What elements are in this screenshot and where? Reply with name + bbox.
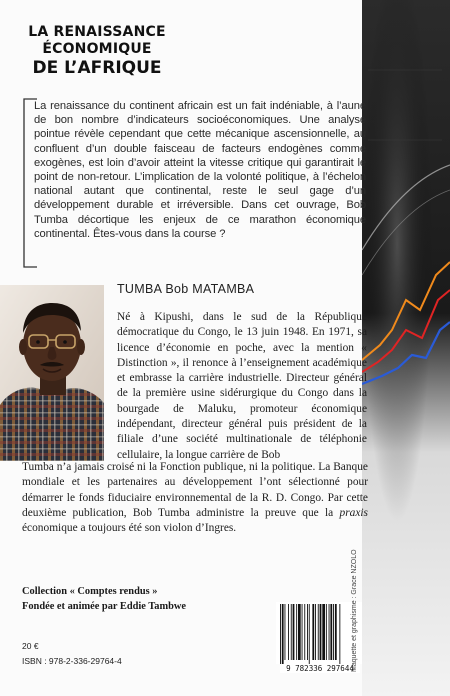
author-photo [0,285,104,461]
barcode-bar [280,604,281,664]
barcode-bar [320,604,322,660]
barcode-bar [309,604,310,664]
collection-founder: Fondée et animée par Eddie Tambwe [22,601,187,612]
barcode-bar [335,604,337,660]
title-line-2: ÉCONOMIQUE [42,41,152,57]
barcode-bar [293,604,295,660]
barcode-number: 9 782336 297644 [280,664,360,673]
barcode-bar [322,604,325,660]
barcode-bar [339,604,340,664]
barcode-bar [296,604,297,660]
isbn: ISBN : 978-2-336-29764-4 [22,656,122,666]
collection-name: Collection « Comptes rendus » [22,586,158,597]
barcode-bar [315,604,316,660]
bio-praxis-word: praxis [339,506,368,519]
barcode-bar [307,604,308,660]
barcode-bar [298,604,301,660]
bio-text-lower: Tumba n’a jamais croisé ni la Fonction publique, ni la politique. La Banque mondiale et les partenaires au développement l’ont sélectionné pour démarrer le fonds fiduciaire environnemental de la R. D. Congo. Par cette deuxième publication, Bob Tumba administre la preuve que la [22,461,368,519]
barcode-icon [276,602,362,664]
barcode-bar [304,604,305,660]
author-bio-lower [22,460,368,536]
price: 20 € [22,641,39,651]
barcode-bar [302,604,303,660]
barcode-bar [329,604,330,660]
decorative-graphic [362,0,450,696]
bio-text-upper: Né à Kipushi, dans le sud de la République démocratique du Congo, le 13 juin 1948. En 1971, sa licence d’économie en poche, avec la mention « Distinction », il renonce à l’enseignement académique et embrasse la carrière industrielle. Directeur général de la première usine sidérurgique du Congo dans la bourgade de Maluku, promoteur économique indépendant, directeur général puis président de la filiale d’une société multinationale de téléphonie cellulaire, la longue carrière de Bob [117,311,367,461]
barcode-bar [285,604,286,660]
author-name: TUMBA Bob MATAMBA [117,282,255,296]
barcode-bar [318,604,319,660]
title-line-1: LA RENAISSANCE [28,24,166,40]
design-credit: Maquette et graphisme : Grace NZOLO [351,549,358,672]
author-portrait-icon [0,285,104,461]
book-title [22,24,172,79]
barcode-bar [288,604,289,660]
bio-text-end: économique a toujours été son violon d’Ingres. [22,522,237,535]
barcode-bar [333,604,334,660]
barcode-bar [326,604,327,660]
title-line-3: DE L’AFRIQUE [32,58,162,78]
barcode-bar [312,604,314,660]
barcode-bar [330,604,332,660]
barcode-bar [282,604,284,664]
author-bio-upper [117,310,367,463]
barcode-bar [291,604,292,660]
decorative-side-panel [362,0,450,696]
summary-paragraph: La renaissance du continent africain est un fait indéniable, à l’aune de bon nombre d’indicateurs socioéconomiques. Une analyse pointue révèle cependant que cette mécanique ascensionnelle, au confluent d’un double faisceau de facteurs endogènes comme exogènes, est loin d’avoir atteint la vitesse critique qui garantirait le point de non-retour. L’implication de la volonté politique, à l’échelon national autant que continental, reste le seul gage d’un développement durable et irréversible. Dans cet ouvrage, Bob Tumba décortique les enjeux de ce marathon économique continental. Êtes-vous dans la course ? [34,100,366,240]
collection-info [22,584,186,614]
